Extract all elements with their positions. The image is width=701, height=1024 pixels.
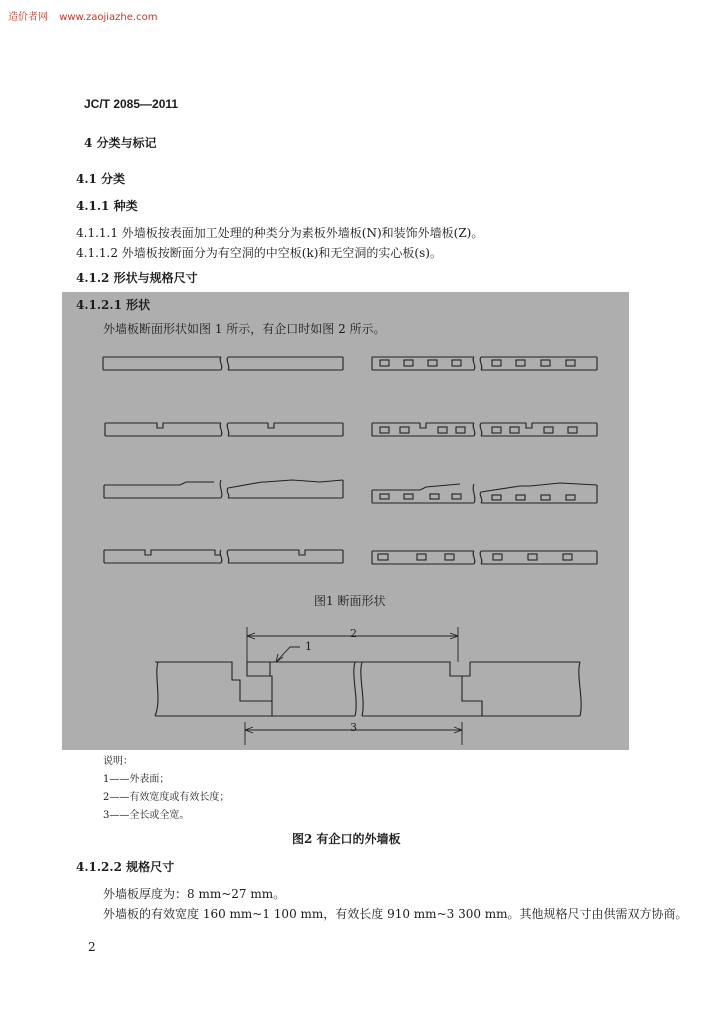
fig2-drawing xyxy=(155,627,581,745)
section-4-1-2-heading: 4.1.2 形状与规格尺寸 xyxy=(76,271,198,285)
section-4-1-2-1-heading: 4.1.2.1 形状 xyxy=(76,298,151,312)
section-4-1-heading: 4.1 分类 xyxy=(76,172,126,186)
fig1-hollow-grooved-board xyxy=(372,423,597,436)
section-4-1-2-2-heading: 4.1.2.2 规格尺寸 xyxy=(76,860,175,874)
fig1-solid-plain-board xyxy=(103,357,343,370)
fig2-legend-3: 3——全长或全宽。 xyxy=(103,810,190,821)
spec-thickness: 外墙板厚度为：8 mm~27 mm。 xyxy=(103,887,286,901)
standard-number: JC/T 2085—2011 xyxy=(84,97,179,111)
fig1-hollow-grooved-board-2 xyxy=(372,551,597,564)
section-4-heading: 4 分类与标记 xyxy=(84,136,157,150)
page-number: 2 xyxy=(88,940,96,954)
fig1-caption: 图1 断面形状 xyxy=(314,594,386,608)
fig1-hollow-lap-board xyxy=(372,483,597,503)
fig1-solid-lap-board xyxy=(104,480,343,498)
watermark-url: www.zaojiazhe.com xyxy=(59,12,158,23)
fig2-legend-title: 说明： xyxy=(103,756,133,767)
fig2-legend-1: 1——外表面； xyxy=(103,774,170,785)
clause-4-1-1-2: 4.1.1.2 外墙板按断面分为有空洞的中空板(k)和无空洞的实心板(s)。 xyxy=(76,246,442,260)
fig2-caption: 图2 有企口的外墙板 xyxy=(292,832,401,846)
spec-width-length: 外墙板的有效宽度 160 mm~1 100 mm，有效长度 910 mm~3 300 mm。其他规格尺寸由供需双方协商。 xyxy=(103,907,688,921)
fig1-solid-grooved-board-2 xyxy=(104,550,343,563)
fig2-callout-1: 1 xyxy=(305,640,312,653)
shape-description: 外墙板断面形状如图 1 所示，有企口时如图 2 所示。 xyxy=(103,322,386,336)
section-4-1-1-heading: 4.1.1 种类 xyxy=(76,199,138,213)
fig2-callout-2: 2 xyxy=(350,627,357,640)
clause-4-1-1-1: 4.1.1.1 外墙板按表面加工处理的种类分为素板外墙板(N)和装饰外墙板(Z)。 xyxy=(76,226,484,240)
fig1-hollow-plain-board xyxy=(372,357,597,370)
fig2-legend-2: 2——有效宽度或有效长度； xyxy=(103,792,230,803)
watermark-site: 造价者网 xyxy=(8,12,48,23)
fig1-solid-grooved-board xyxy=(105,423,343,436)
fig2-callout-3: 3 xyxy=(350,721,357,734)
